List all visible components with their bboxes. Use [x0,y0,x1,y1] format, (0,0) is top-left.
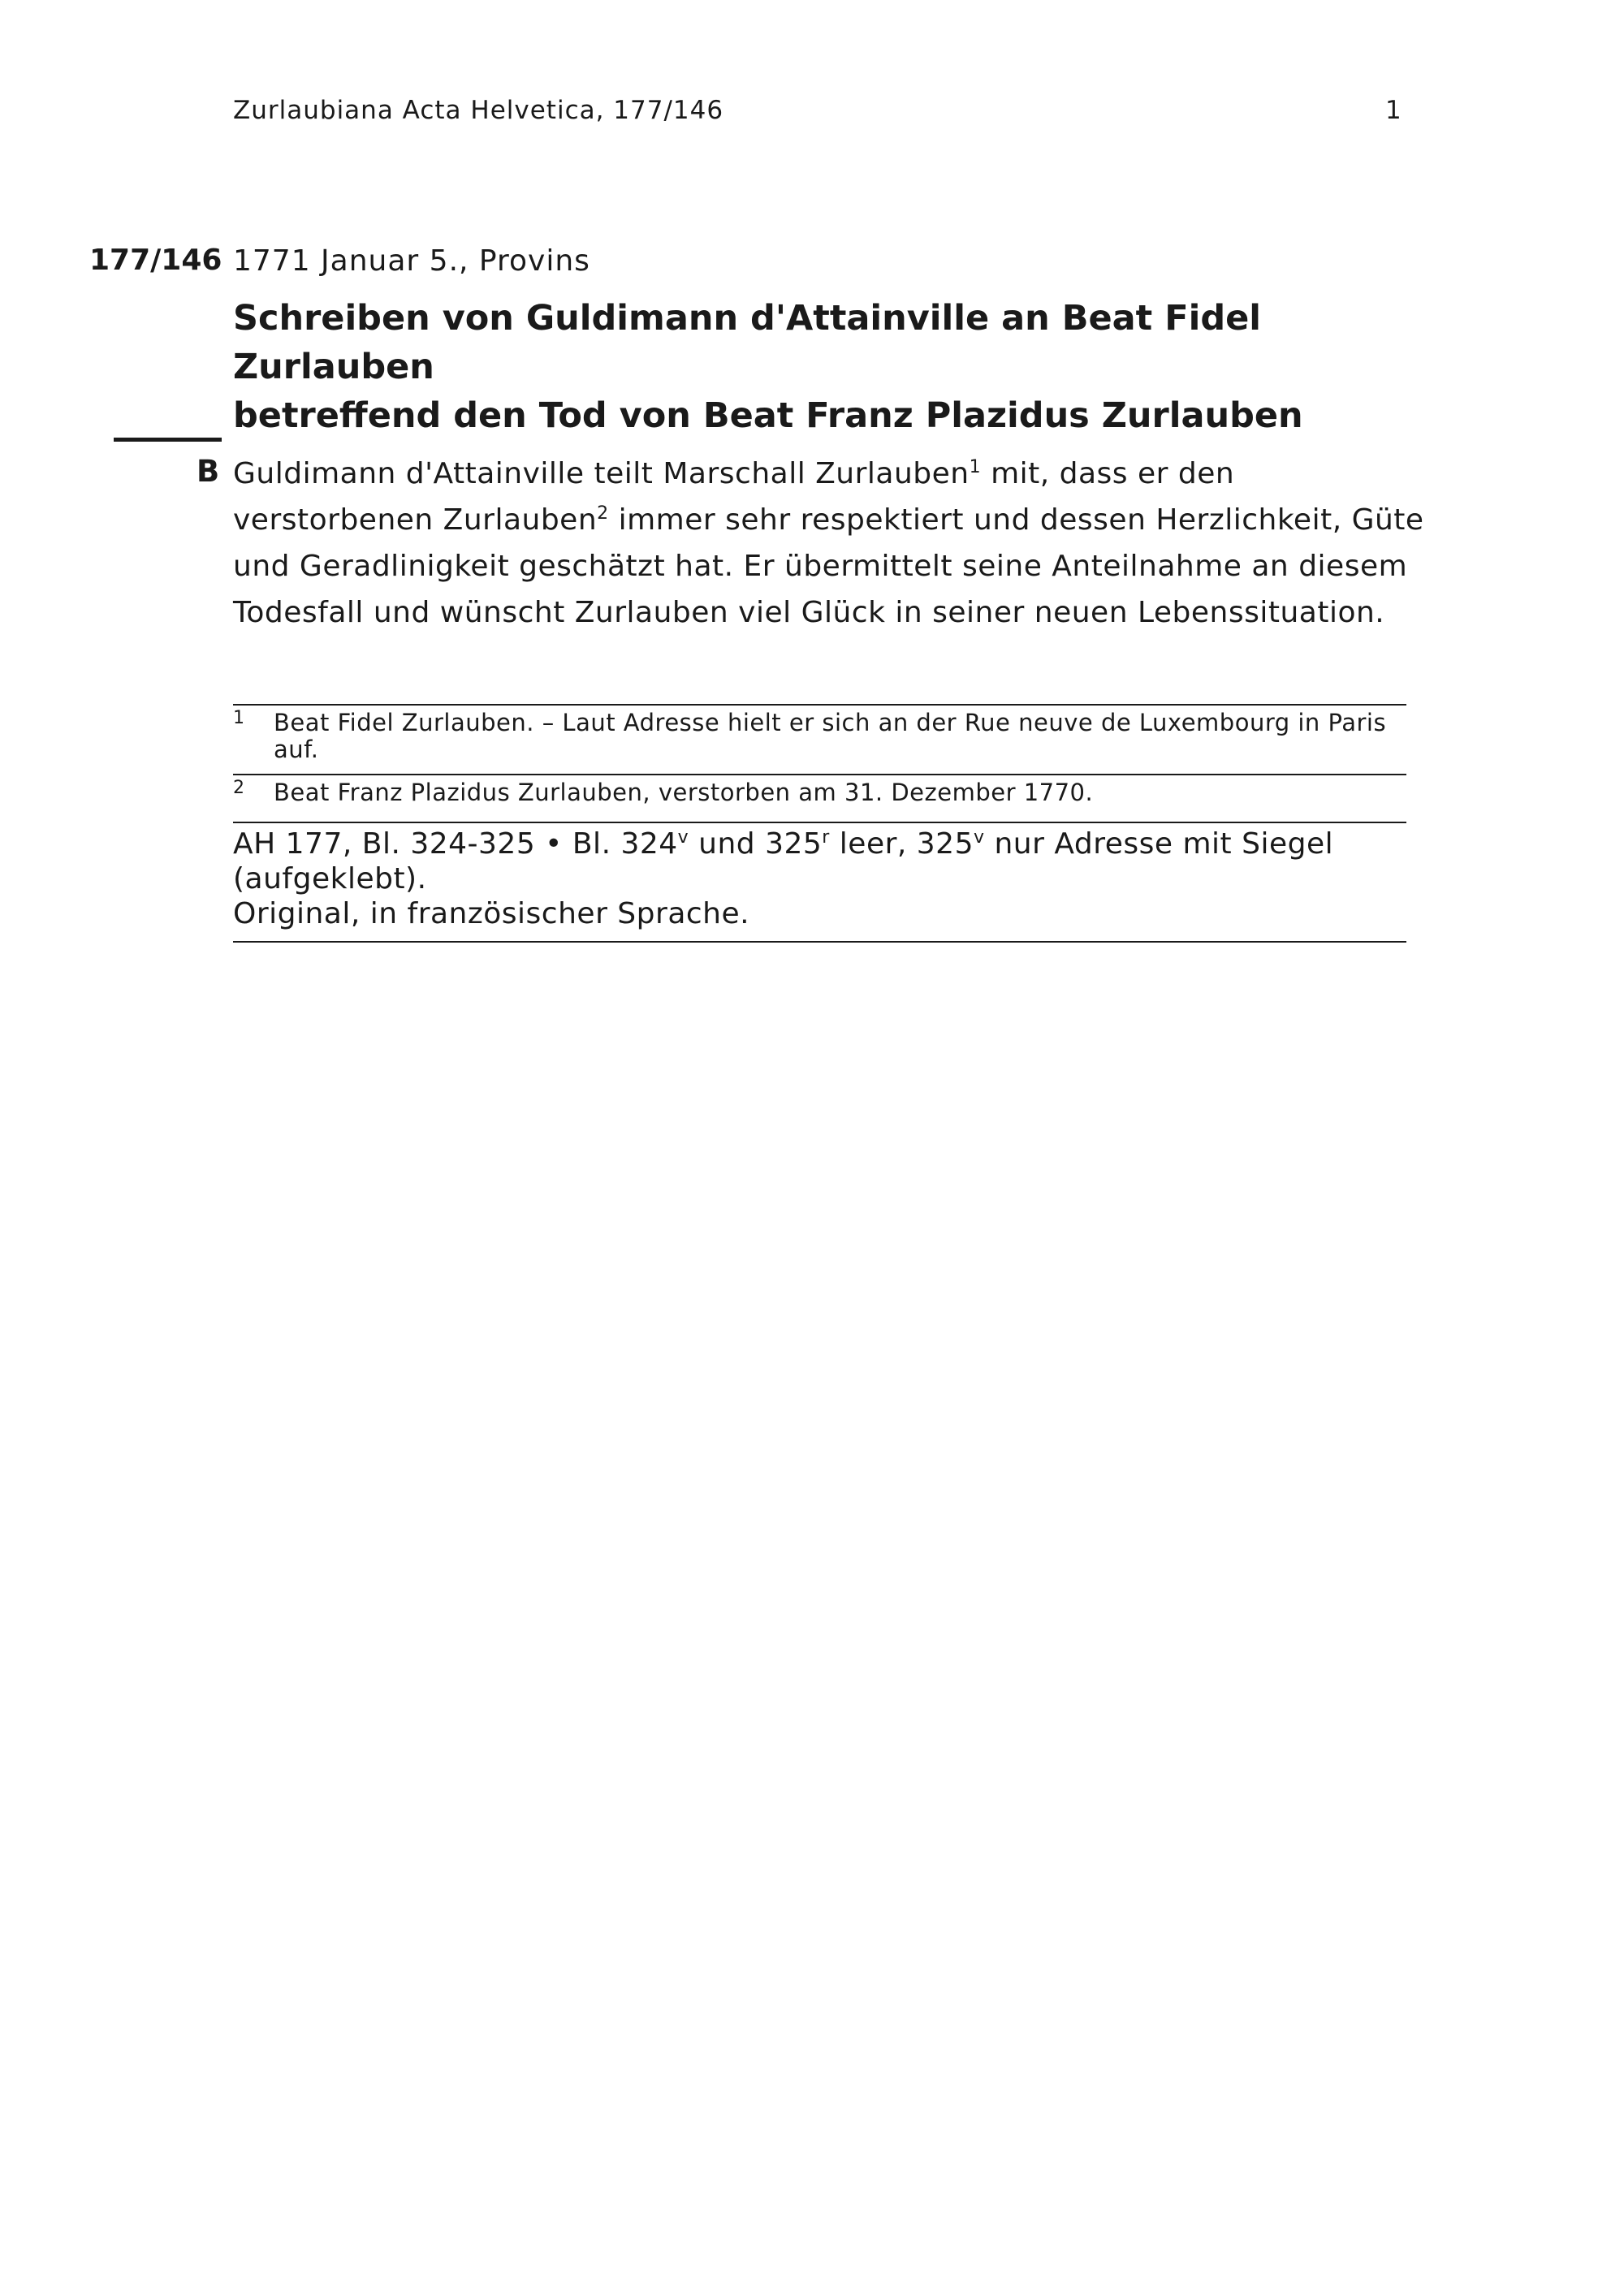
source-text-2: und 325 [689,827,823,861]
footnote-1-number: 1 [233,708,244,728]
source-sup-1: v [677,827,689,848]
source-text-1: AH 177, Bl. 324-325 • Bl. 324 [233,827,678,861]
source-rule-top [233,822,1406,823]
source-text-4: nur Adresse mit Siegel (aufgeklebt). [233,827,1334,896]
title-line-1: Schreiben von Guldimann d'Attainville an Beat Fidel Zurlauben [233,298,1262,387]
source-line-1 [233,826,1406,896]
footnote-rule-top [233,704,1406,706]
page-number: 1 [1385,96,1402,125]
summary-part-2: mit, dass er den verstorbenen Zurlauben [233,457,1235,537]
summary-text [233,451,1427,636]
source-line-2: Original, in französischer Sprache. [233,897,750,930]
footnote-2-text: Beat Franz Plazidus Zurlauben, verstorben am 31. Dezember 1770. [274,779,1094,806]
source-rule-bottom [233,941,1406,943]
source-text-3: leer, 325 [829,827,974,861]
document-id: 177/146 [89,244,222,277]
footnote-2-number: 2 [233,778,244,798]
running-head: Zurlaubiana Acta Helvetica, 177/146 [233,96,724,125]
footnote-1-text: Beat Fidel Zurlauben. – Laut Adresse hielt er sich an der Rue neuve de Luxembourg in Paris auf. [274,709,1387,763]
footnote-rule-middle [233,774,1406,775]
document-title [233,294,1419,440]
date-place: 1771 Januar 5., Provins [233,244,590,278]
source-sup-3: v [974,827,985,848]
summary-part-3: immer sehr respektiert und dessen Herzlichkeit, Güte und Geradlinigkeit geschätzt hat. Er übermittelt seine Anteilnahme an diesem Todesfall und wünscht Zurlauben viel Glück in seiner neuen Lebenssituation. [233,503,1424,629]
summary-part-1: Guldimann d'Attainville teilt Marschall Zurlauben [233,457,970,490]
footnote-ref-2[interactable]: 2 [597,503,609,524]
type-marker: B [197,454,220,489]
section-rule [114,438,222,442]
source-note [233,826,1406,931]
title-line-2: betreffend den Tod von Beat Franz Plazidus Zurlauben [233,395,1303,436]
footnote-ref-1[interactable]: 1 [969,457,982,477]
source-sup-2: r [822,827,830,848]
